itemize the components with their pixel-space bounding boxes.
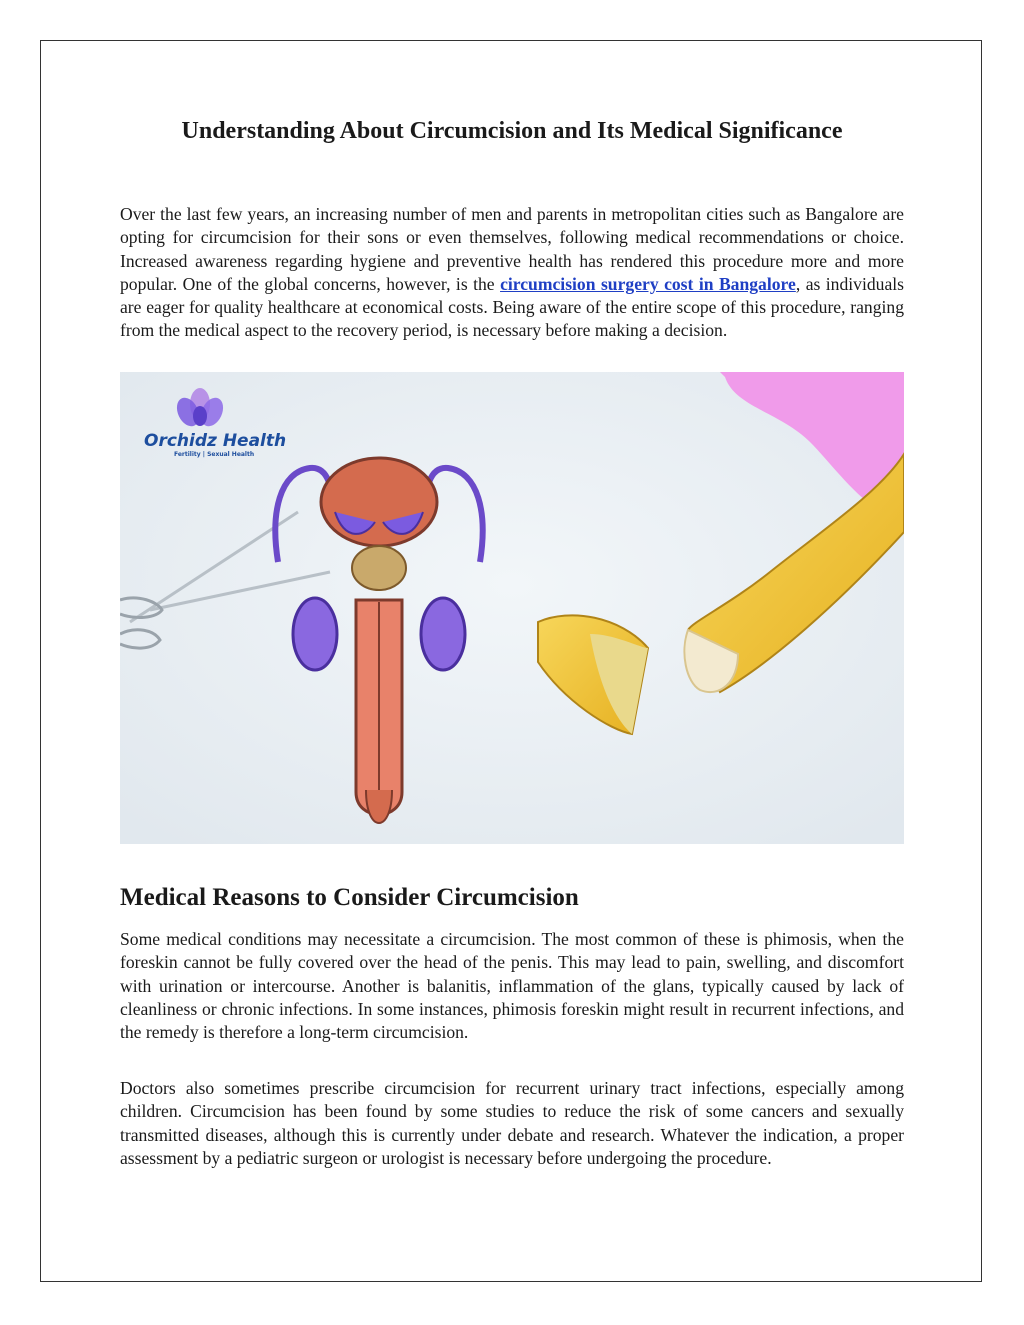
section-heading: Medical Reasons to Consider Circumcision: [120, 884, 579, 911]
logo-name: Orchidz Health: [144, 431, 287, 451]
hero-image: [120, 372, 904, 844]
section-paragraph-1: Some medical conditions may necessitate a circumcision. The most common of these is phimosis, when the foreskin cannot be fully covered over the head of the penis. This may lead to pain, swelling, and discomfort with urination or intercourse. Another is balanitis, inflammation of the glans, typically caused by lack of cleanliness or chronic infections. In some instances, phimosis foreskin might result in recurrent infections, and the remedy is therefore a long-term circumcision.: [120, 929, 904, 1043]
cost-link[interactable]: circumcision surgery cost in Bangalore: [500, 273, 796, 294]
intro-text-after-link: , as individuals are eager for quality healthcare at economical costs. Being aware of the entire scope of this procedure, ranging from the medical aspect to the recovery period, is necessary before making a decision.: [120, 273, 904, 341]
document-title: Understanding About Circumcision and Its Medical Significance: [181, 118, 843, 144]
section-paragraph-2: Doctors also sometimes prescribe circumcision for recurrent urinary tract infections, especially among children. Circumcision has been found by some studies to reduce the risk of some cancers and sexually transmitted diseases, although this is currently under debate and research. Whatever the indication, a proper assessment by a pediatric surgeon or urologist is necessary before undergoing the procedure.: [120, 1078, 904, 1168]
intro-paragraph: [120, 203, 904, 343]
intro-text-before-link: Over the last few years, an increasing number of men and parents in metropolitan cities such as Bangalore are opting for circumcision for their sons or even themselves, following medical recommendations or choice. Increased awareness regarding hygiene and preventive health has rendered this procedure more and more popular. One of the global concerns, however, is the: [120, 204, 904, 294]
logo-tagline: Fertility | Sexual Health: [174, 451, 255, 458]
